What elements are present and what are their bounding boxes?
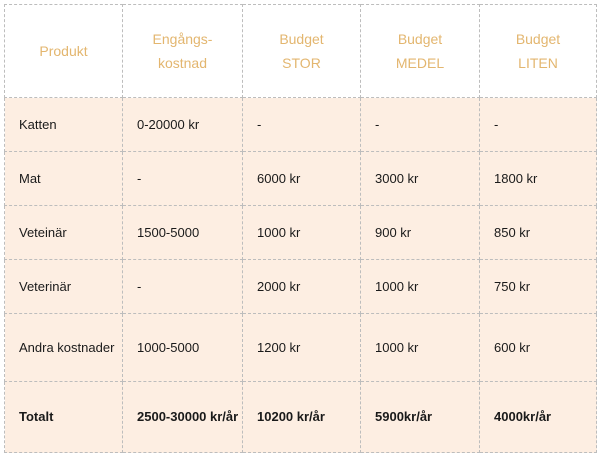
header-budget-medel-line-2: MEDEL xyxy=(395,55,445,71)
table-row-andra-kostnader xyxy=(5,314,597,382)
cell-total-budget-medel: 5900kr/år xyxy=(361,382,480,453)
cell-budget-liten: 750 kr xyxy=(480,260,597,314)
cell-product: Mat xyxy=(5,152,123,206)
cell-product: Veteinär xyxy=(5,206,123,260)
cell-budget-stor: 6000 kr xyxy=(243,152,361,206)
header-budget-stor-line-2: STOR xyxy=(282,55,321,71)
cell-one-time-cost: - xyxy=(123,260,243,314)
header-produkt-line-1: Produkt xyxy=(39,43,88,59)
cell-total-budget-stor: 10200 kr/år xyxy=(243,382,361,453)
header-engangskostnad xyxy=(123,5,243,98)
cell-one-time-cost: 1500-5000 xyxy=(123,206,243,260)
cell-product: Katten xyxy=(5,98,123,152)
table-header-row xyxy=(5,5,597,98)
header-budget-stor xyxy=(243,5,361,98)
header-engangskostnad-line-1: Engångs- xyxy=(152,31,213,47)
cell-budget-stor: 2000 kr xyxy=(243,260,361,314)
cell-total-budget-liten: 4000kr/år xyxy=(480,382,597,453)
header-budget-liten xyxy=(480,5,597,98)
cell-budget-medel: - xyxy=(361,98,480,152)
cell-budget-liten: 1800 kr xyxy=(480,152,597,206)
cell-total-one-time-cost: 2500-30000 kr/år xyxy=(123,382,243,453)
cell-budget-medel: 3000 kr xyxy=(361,152,480,206)
header-budget-liten-line-1: Budget xyxy=(515,31,561,47)
cell-budget-stor: 1000 kr xyxy=(243,206,361,260)
header-engangskostnad-line-2: kostnad xyxy=(157,55,208,71)
cell-budget-stor: 1200 kr xyxy=(243,314,361,382)
cell-product: Veterinär xyxy=(5,260,123,314)
cell-one-time-cost: 0-20000 kr xyxy=(123,98,243,152)
header-budget-medel-line-1: Budget xyxy=(397,31,443,47)
cell-total-label: Totalt xyxy=(5,382,123,453)
table-row-veteinar xyxy=(5,206,597,260)
budget-table-container xyxy=(4,4,596,456)
table-row-katten xyxy=(5,98,597,152)
header-budget-stor-line-1: Budget xyxy=(279,31,324,47)
cell-one-time-cost: - xyxy=(123,152,243,206)
header-budget-medel xyxy=(361,5,480,98)
cell-budget-medel: 1000 kr xyxy=(361,260,480,314)
cell-product: Andra kostnader xyxy=(5,314,123,382)
table-row-totalt xyxy=(5,382,597,453)
header-budget-liten-line-2: LITEN xyxy=(518,55,558,71)
table-row-veterinar xyxy=(5,260,597,314)
cell-budget-liten: - xyxy=(480,98,597,152)
cell-budget-liten: 850 kr xyxy=(480,206,597,260)
cell-budget-medel: 900 kr xyxy=(361,206,480,260)
cell-one-time-cost: 1000-5000 xyxy=(123,314,243,382)
cell-budget-liten: 600 kr xyxy=(480,314,597,382)
header-produkt xyxy=(5,5,123,98)
budget-table xyxy=(4,4,597,453)
cell-budget-medel: 1000 kr xyxy=(361,314,480,382)
table-row-mat xyxy=(5,152,597,206)
cell-budget-stor: - xyxy=(243,98,361,152)
